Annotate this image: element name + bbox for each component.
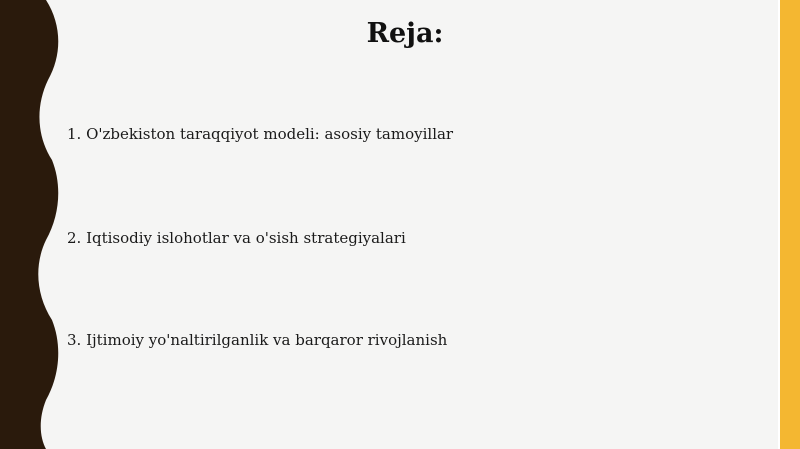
slide-title: Reja: (366, 18, 444, 49)
agenda-item-1: 1. O'zbekiston taraqqiyot modeli: asosiy tamoyillar (67, 125, 454, 143)
right-accent-bar (780, 0, 800, 449)
left-wave-decoration (0, 0, 70, 449)
agenda-item-2: 2. Iqtisodiy islohotlar va o'sish strategiyalari (67, 229, 406, 247)
agenda-item-3: 3. Ijtimoiy yo'naltirilganlik va barqaror rivojlanish (67, 331, 448, 349)
